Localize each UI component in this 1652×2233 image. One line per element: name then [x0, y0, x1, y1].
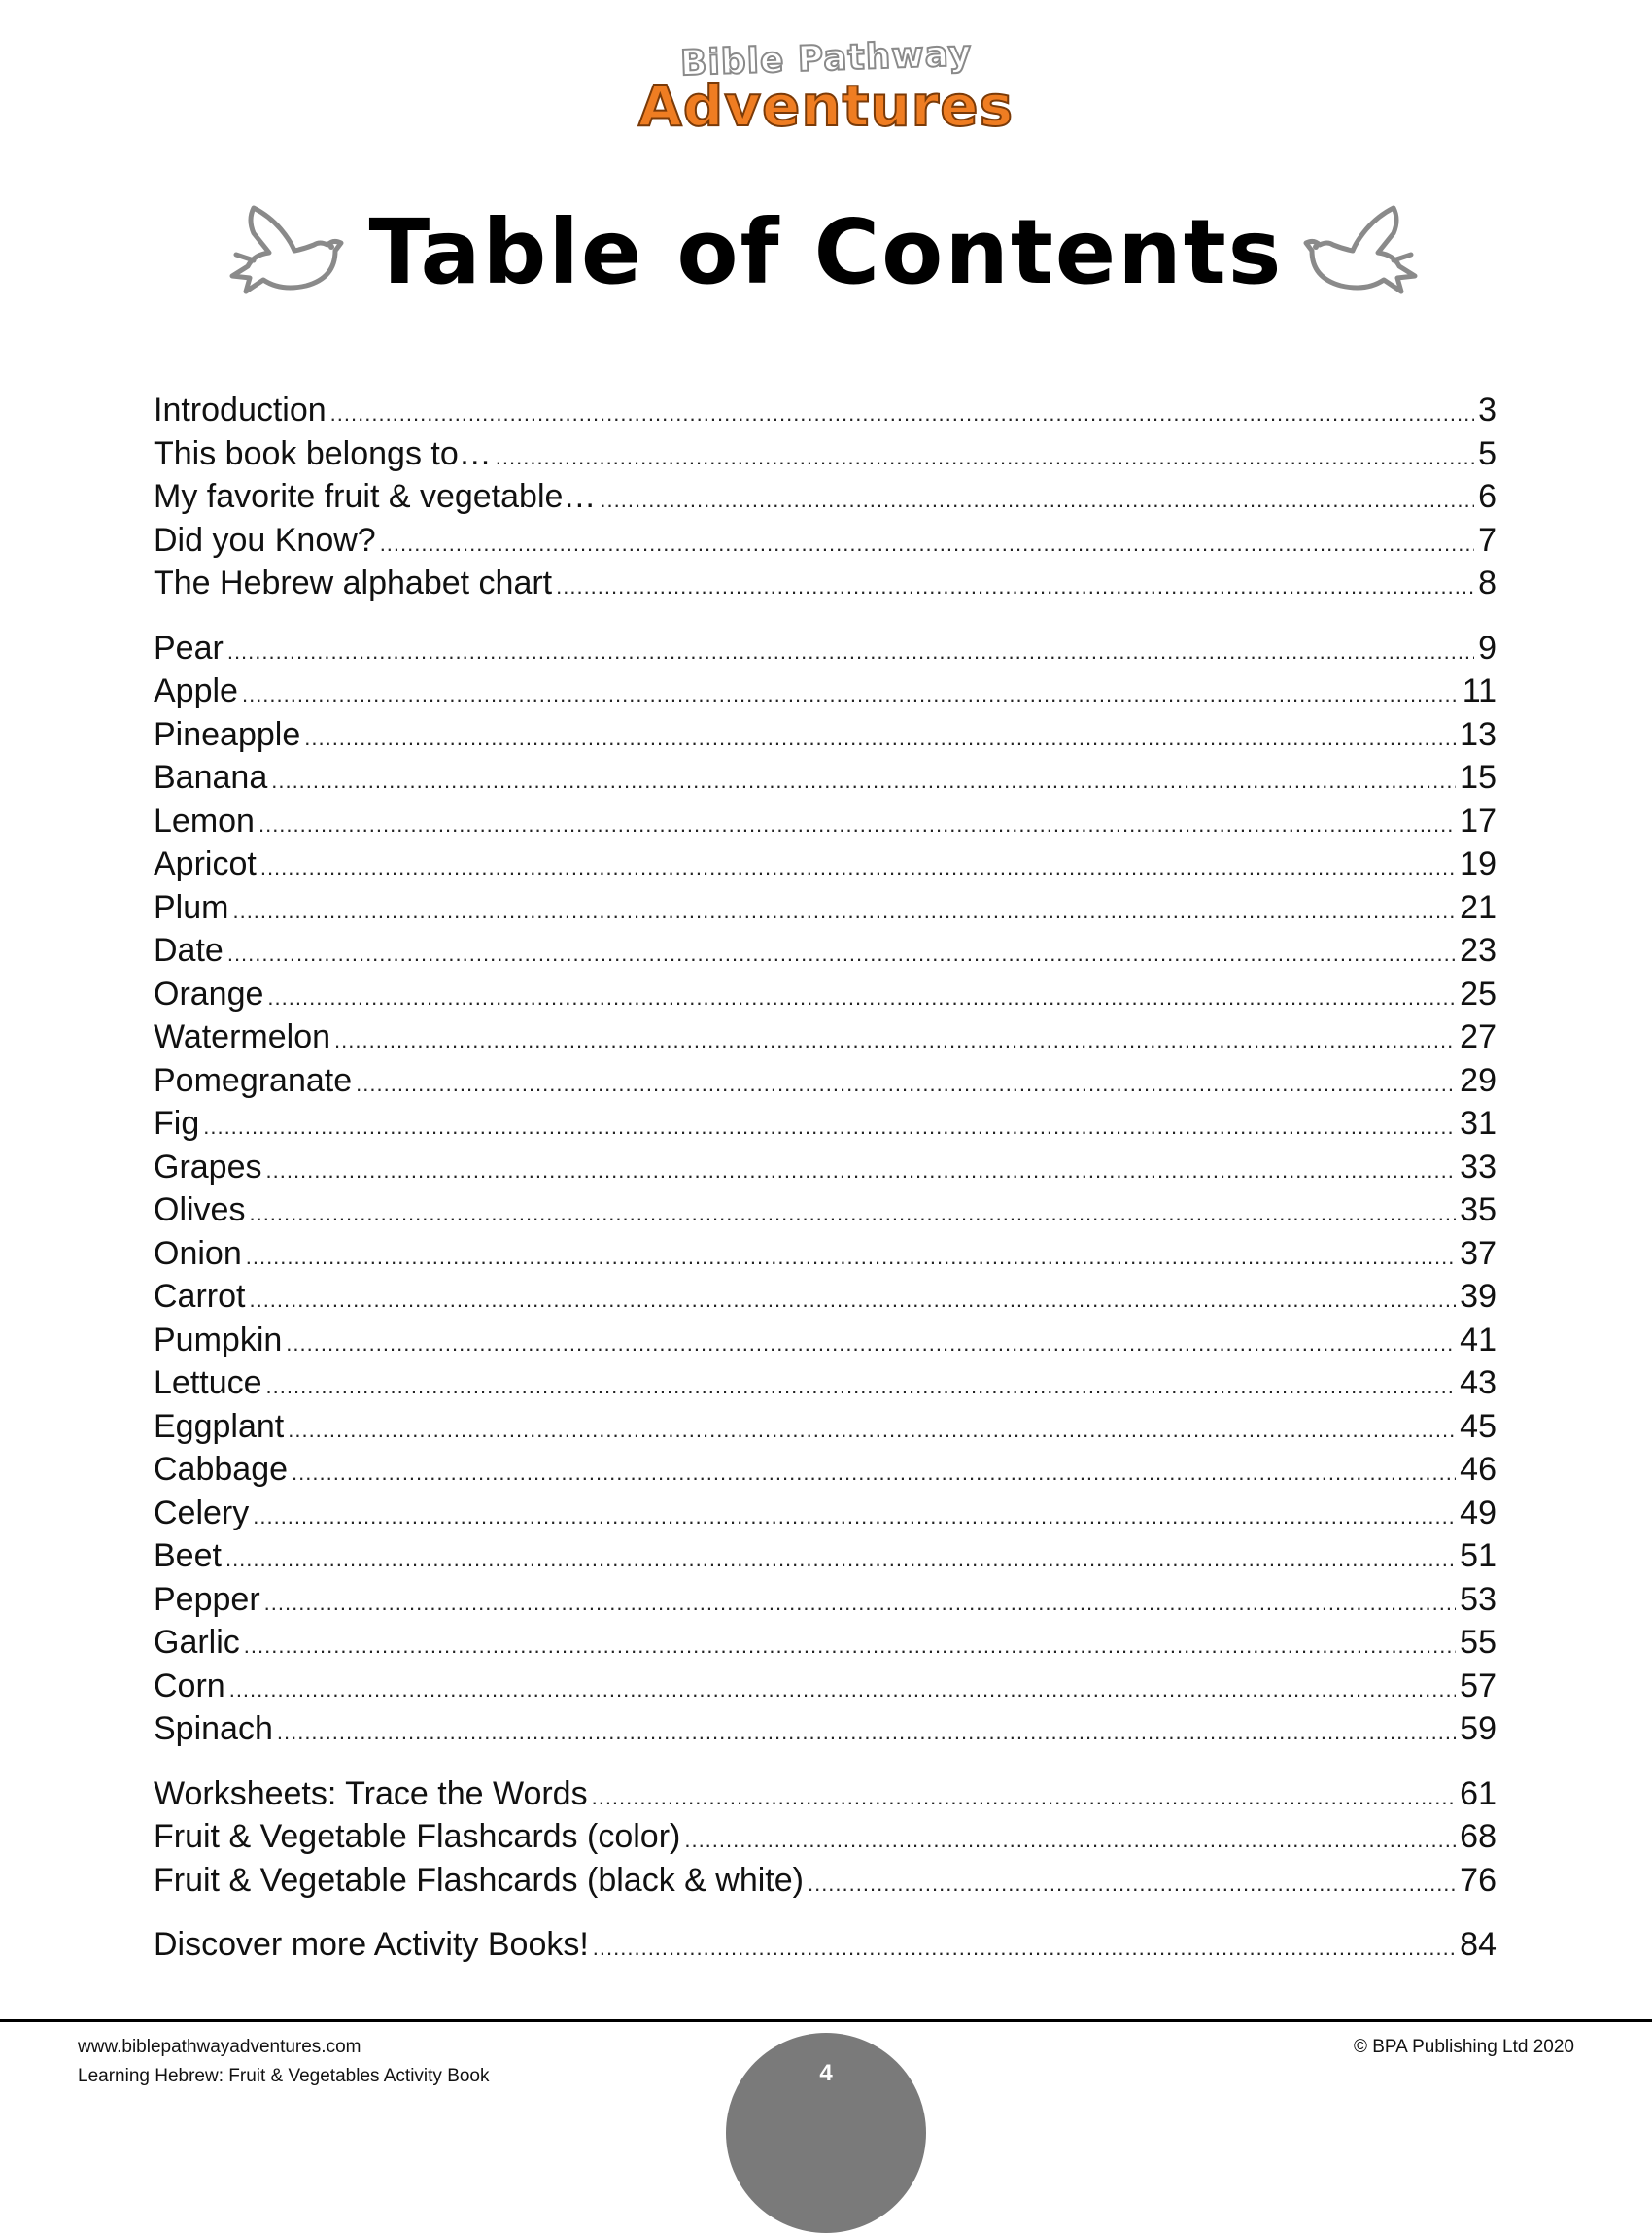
page-number: 4 — [819, 2060, 833, 2086]
toc-entry — [154, 1448, 1497, 1492]
toc-entry-label: Lemon — [154, 802, 255, 840]
toc-entry-page: 11 — [1462, 672, 1497, 709]
toc-entry-page: 76 — [1460, 1861, 1497, 1899]
toc-entry — [154, 519, 1497, 563]
toc-entry-page: 25 — [1460, 975, 1497, 1013]
toc-entry-page: 7 — [1478, 521, 1497, 559]
toc-entry-page: 51 — [1460, 1537, 1497, 1574]
toc-entry-label: Cabbage — [154, 1451, 289, 1488]
toc-leader-dots — [266, 1365, 1457, 1409]
toc-leader-dots — [232, 890, 1456, 934]
toc-leader-dots — [593, 1927, 1456, 1971]
toc-leader-dots — [288, 1409, 1456, 1453]
toc-entry-page: 3 — [1478, 392, 1497, 429]
toc-entry-label: My favorite fruit & vegetable… — [154, 478, 597, 515]
table-of-contents — [154, 389, 1497, 1988]
toc-leader-dots — [496, 436, 1474, 480]
toc-leader-dots — [292, 1452, 1456, 1495]
toc-entry — [154, 475, 1497, 519]
toc-entry-label: Garlic — [154, 1624, 240, 1661]
toc-leader-dots — [600, 479, 1474, 523]
toc-entry — [154, 1361, 1497, 1405]
toc-entry-label: Fig — [154, 1105, 200, 1142]
toc-entry-page: 35 — [1460, 1191, 1497, 1228]
toc-leader-dots — [808, 1863, 1456, 1907]
toc-entry — [154, 1015, 1497, 1059]
toc-entry-page: 8 — [1478, 565, 1497, 601]
toc-entry-page: 53 — [1460, 1580, 1497, 1618]
toc-leader-dots — [258, 804, 1456, 847]
toc-entry — [154, 1772, 1497, 1816]
logo-text-bottom: Adventures — [637, 73, 1015, 139]
toc-entry-label: Grapes — [154, 1148, 262, 1185]
toc-entry-page: 27 — [1460, 1018, 1497, 1055]
toc-entry — [154, 389, 1497, 432]
toc-entry — [154, 1578, 1497, 1622]
toc-entry — [154, 1102, 1497, 1146]
toc-leader-dots — [556, 566, 1474, 609]
toc-entry — [154, 1492, 1497, 1535]
toc-entry — [154, 432, 1497, 476]
page-title: Table of Contents — [368, 200, 1284, 304]
toc-entry — [154, 1707, 1497, 1751]
toc-entry-label: Pomegranate — [154, 1061, 353, 1099]
toc-entry — [154, 562, 1497, 605]
toc-entry-page: 68 — [1460, 1818, 1497, 1855]
toc-group — [154, 1923, 1497, 1967]
toc-entry-label: Pepper — [154, 1580, 260, 1618]
toc-entry-page: 41 — [1460, 1321, 1497, 1358]
toc-leader-dots — [260, 846, 1456, 890]
toc-entry-label: Fruit & Vegetable Flashcards (black & white) — [154, 1861, 804, 1899]
toc-entry — [154, 670, 1497, 713]
toc-entry — [154, 1923, 1497, 1967]
toc-entry — [154, 1815, 1497, 1859]
toc-group — [154, 1772, 1497, 1903]
toc-entry — [154, 1621, 1497, 1665]
toc-entry-label: Date — [154, 932, 224, 969]
toc-entry-label: Fruit & Vegetable Flashcards (color) — [154, 1818, 681, 1855]
toc-group — [154, 389, 1497, 605]
toc-entry-page: 9 — [1478, 629, 1497, 667]
toc-leader-dots — [380, 523, 1474, 567]
toc-entry-label: Watermelon — [154, 1018, 331, 1055]
toc-entry-label: Apple — [154, 672, 238, 709]
toc-entry-label: Eggplant — [154, 1407, 285, 1445]
toc-leader-dots — [227, 631, 1474, 674]
toc-entry-page: 55 — [1460, 1624, 1497, 1661]
toc-entry-page: 29 — [1460, 1061, 1497, 1099]
toc-entry-label: Worksheets: Trace the Words — [154, 1774, 588, 1812]
toc-entry — [154, 929, 1497, 973]
toc-entry — [154, 1232, 1497, 1276]
toc-entry-label: Orange — [154, 975, 264, 1013]
toc-entry-page: 45 — [1460, 1407, 1497, 1445]
toc-leader-dots — [271, 760, 1456, 804]
toc-entry-page: 43 — [1460, 1364, 1497, 1401]
toc-entry-label: Discover more Activity Books! — [154, 1926, 589, 1963]
toc-entry-page: 39 — [1460, 1278, 1497, 1315]
dove-icon-right — [1292, 185, 1428, 311]
toc-leader-dots — [334, 1019, 1456, 1063]
toc-entry-label: This book belongs to… — [154, 434, 492, 472]
toc-entry — [154, 886, 1497, 930]
footer-copyright: © BPA Publishing Ltd 2020 — [1353, 2037, 1574, 2057]
toc-entry — [154, 1319, 1497, 1362]
toc-entry-label: Carrot — [154, 1278, 246, 1315]
toc-entry — [154, 1275, 1497, 1319]
toc-entry-page: 84 — [1460, 1926, 1497, 1963]
toc-entry-label: Onion — [154, 1234, 242, 1272]
toc-leader-dots — [244, 1625, 1456, 1668]
toc-entry-label: Banana — [154, 759, 268, 796]
toc-entry — [154, 973, 1497, 1016]
toc-leader-dots — [203, 1106, 1456, 1150]
toc-entry-page: 33 — [1460, 1148, 1497, 1185]
footer-website: www.biblepathwayadventures.com — [78, 2037, 361, 2057]
toc-entry-page: 19 — [1460, 845, 1497, 882]
toc-entry-page: 21 — [1460, 888, 1497, 926]
toc-leader-dots — [264, 1582, 1457, 1626]
toc-entry-page: 17 — [1460, 802, 1497, 840]
toc-entry-label: Pineapple — [154, 715, 301, 753]
toc-entry-page: 61 — [1460, 1774, 1497, 1812]
toc-entry-page: 23 — [1460, 932, 1497, 969]
footer-book-title: Learning Hebrew: Fruit & Vegetables Activity Book — [78, 2066, 490, 2086]
toc-entry-label: Introduction — [154, 392, 327, 429]
toc-leader-dots — [246, 1236, 1456, 1280]
toc-entry-label: Did you Know? — [154, 521, 376, 559]
toc-leader-dots — [267, 977, 1456, 1020]
toc-leader-dots — [304, 717, 1456, 761]
toc-entry-page: 5 — [1478, 434, 1497, 472]
toc-entry-label: Lettuce — [154, 1364, 262, 1401]
toc-entry-label: Pear — [154, 629, 224, 667]
toc-entry — [154, 842, 1497, 886]
toc-leader-dots — [266, 1150, 1457, 1193]
toc-entry-page: 6 — [1478, 478, 1497, 515]
toc-entry-label: Apricot — [154, 845, 257, 882]
toc-entry-label: Spinach — [154, 1710, 273, 1747]
toc-entry-label: Olives — [154, 1191, 246, 1228]
toc-entry-page: 59 — [1460, 1710, 1497, 1747]
toc-entry-label: Corn — [154, 1666, 225, 1704]
toc-entry-label: Pumpkin — [154, 1321, 283, 1358]
toc-leader-dots — [684, 1819, 1456, 1863]
toc-entry — [154, 1534, 1497, 1578]
toc-entry — [154, 1059, 1497, 1103]
title-row — [0, 185, 1652, 321]
toc-leader-dots — [229, 1668, 1456, 1712]
toc-entry — [154, 627, 1497, 670]
toc-entry-label: Plum — [154, 888, 229, 926]
logo-text-top: Bible Pathway — [679, 33, 973, 85]
toc-entry-label: Beet — [154, 1537, 222, 1574]
footer-divider — [0, 2019, 1652, 2022]
toc-entry — [154, 1665, 1497, 1708]
toc-leader-dots — [249, 1192, 1456, 1236]
toc-leader-dots — [225, 1538, 1456, 1582]
toc-entry-page: 37 — [1460, 1234, 1497, 1272]
toc-entry-page: 49 — [1460, 1494, 1497, 1531]
toc-entry — [154, 800, 1497, 843]
toc-entry — [154, 1405, 1497, 1449]
toc-entry — [154, 1859, 1497, 1903]
toc-leader-dots — [253, 1495, 1456, 1539]
publisher-logo — [0, 33, 1652, 139]
toc-leader-dots — [249, 1279, 1456, 1323]
toc-entry — [154, 1146, 1497, 1189]
toc-entry-page: 15 — [1460, 759, 1497, 796]
toc-leader-dots — [286, 1323, 1456, 1366]
toc-entry — [154, 1188, 1497, 1232]
toc-entry-page: 57 — [1460, 1666, 1497, 1704]
footer-left — [78, 2033, 490, 2091]
toc-entry-label: The Hebrew alphabet chart — [154, 565, 553, 601]
toc-entry — [154, 756, 1497, 800]
toc-leader-dots — [242, 673, 1459, 717]
toc-leader-dots — [356, 1063, 1456, 1107]
toc-leader-dots — [277, 1711, 1456, 1755]
toc-entry-page: 31 — [1460, 1105, 1497, 1142]
toc-leader-dots — [330, 393, 1474, 436]
toc-group — [154, 627, 1497, 1751]
toc-entry-label: Celery — [154, 1494, 250, 1531]
toc-entry-page: 46 — [1460, 1451, 1497, 1488]
toc-entry-page: 13 — [1460, 715, 1497, 753]
toc-leader-dots — [227, 933, 1456, 977]
toc-entry — [154, 713, 1497, 757]
toc-leader-dots — [592, 1776, 1457, 1820]
